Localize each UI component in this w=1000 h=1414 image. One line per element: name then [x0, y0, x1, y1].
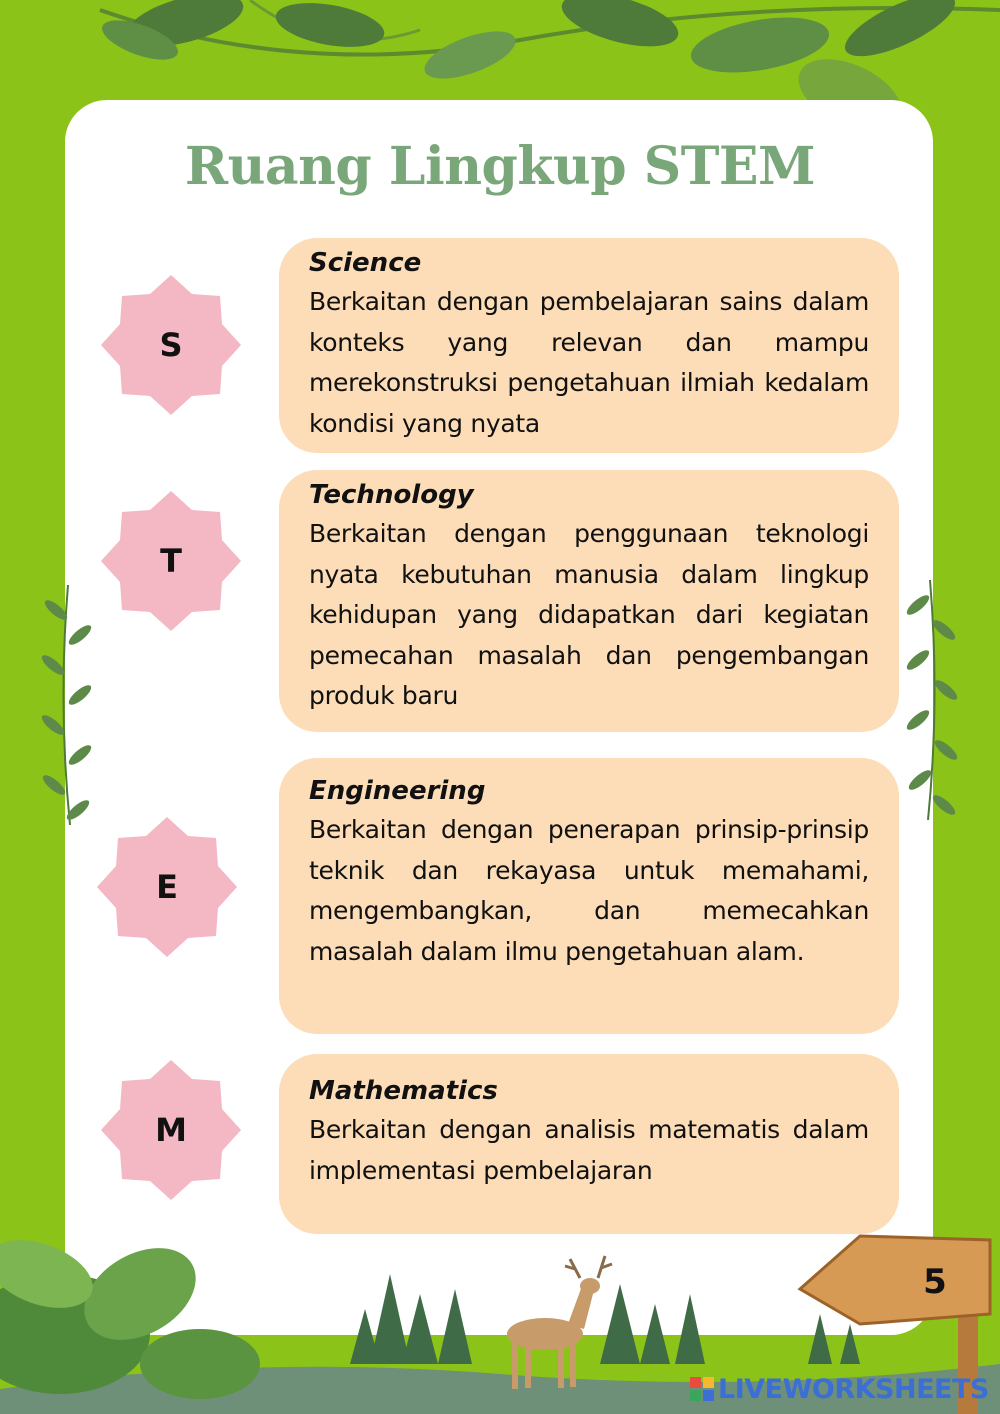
leaf-decoration-icon — [0, 1227, 260, 1399]
watermark-text: LIVEWORKSHEETS — [718, 1373, 989, 1405]
badge-s — [99, 273, 243, 417]
card-technology — [279, 470, 899, 732]
badge-letter: T — [160, 542, 182, 580]
card-body: Berkaitan dengan analisis matematis dalam implementasi pembelajaran — [309, 1115, 869, 1185]
card-engineering — [279, 758, 899, 1034]
badge-letter: S — [159, 326, 183, 364]
badge-e — [95, 815, 239, 959]
brand-logo-icon — [690, 1377, 714, 1401]
pine-tree-icon — [350, 1274, 860, 1364]
leaf-decoration-icon — [900, 580, 970, 820]
leaf-decoration-icon — [28, 585, 98, 825]
watermark — [690, 1371, 989, 1407]
page-title: Ruang Lingkup STEM — [184, 136, 816, 197]
deer-icon — [507, 1256, 612, 1389]
badge-t — [99, 489, 243, 633]
card-mathematics — [279, 1054, 899, 1234]
card-title: Engineering — [309, 776, 486, 806]
card-title: Science — [309, 248, 422, 278]
badge-letter: M — [155, 1111, 187, 1149]
badge-letter: E — [156, 868, 178, 906]
card-body: Berkaitan dengan pembelajaran sains dalam konteks yang relevan dan mampu merekonstruksi pengetahuan ilmiah kedalam kondisi yang nyata — [309, 287, 869, 438]
badge-m — [99, 1058, 243, 1202]
card-title: Mathematics — [309, 1076, 498, 1106]
card-body: Berkaitan dengan penerapan prinsip-prinsip teknik dan rekayasa untuk memahami, mengembangkan, dan memecahkan masalah dalam ilmu pengetahuan alam. — [309, 815, 869, 966]
card-body: Berkaitan dengan penggunaan teknologi nyata kebutuhan manusia dalam lingkup kehidupan yang didapatkan dari kegiatan pemecahan masalah dan pengembangan produk baru — [309, 519, 869, 710]
card-science — [279, 238, 899, 453]
page-number: 5 — [923, 1262, 947, 1302]
card-title: Technology — [309, 480, 474, 510]
